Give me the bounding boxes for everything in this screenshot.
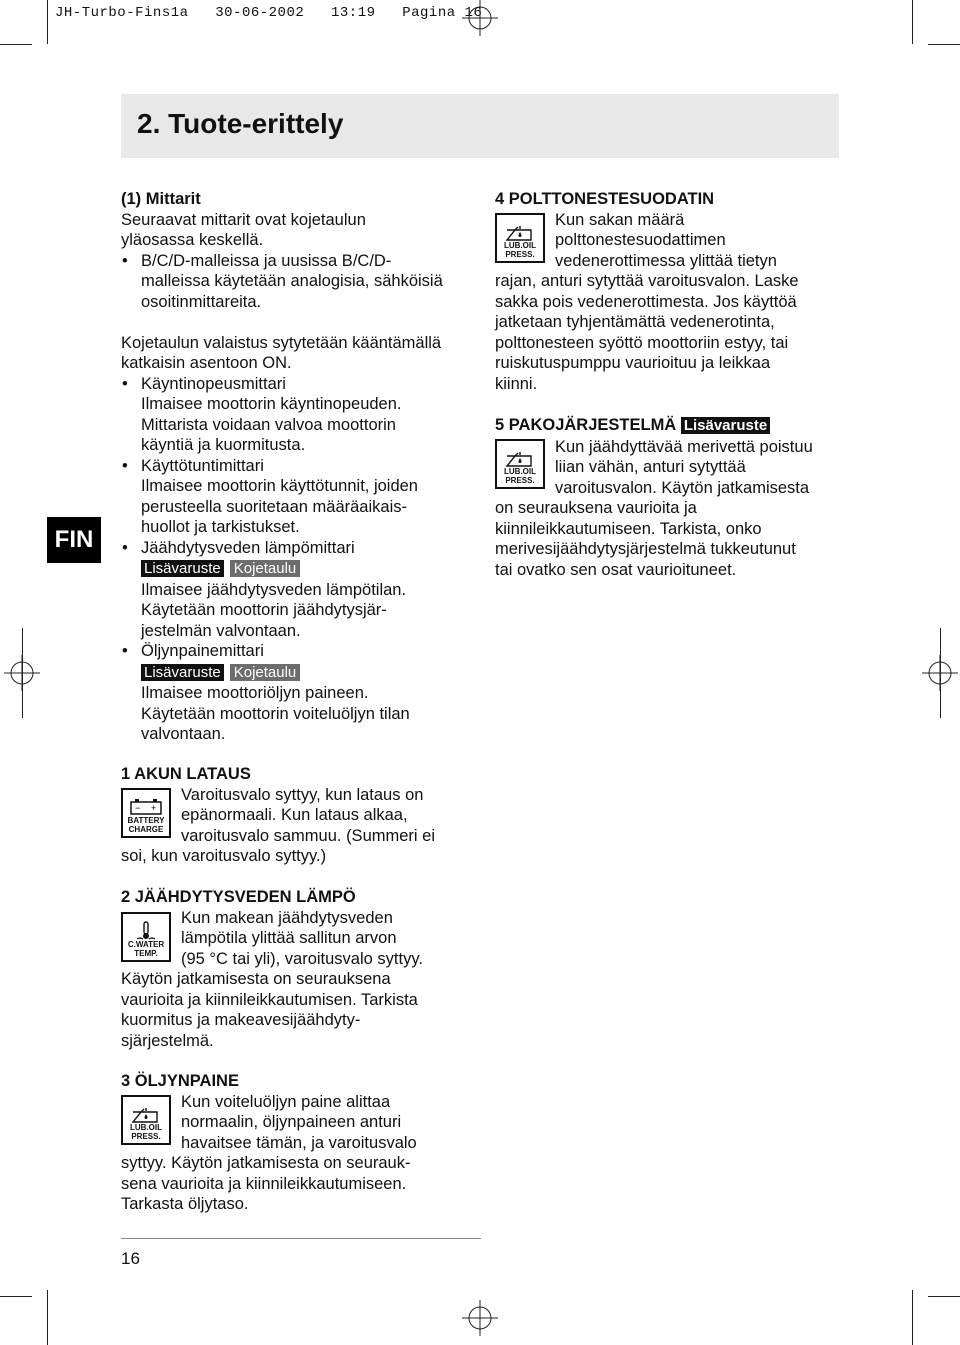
crop-mark — [0, 44, 32, 45]
text-line: syttyy. Käytön jatkamisesta on seurauk- — [121, 1154, 411, 1172]
crop-mark — [928, 1296, 960, 1297]
text-line: normaalin, öljynpaineen anturi — [181, 1113, 402, 1131]
registration-mark-icon — [462, 1300, 498, 1336]
registration-mark-icon — [4, 655, 40, 691]
text-line: Ilmaisee moottoriöljyn paineen. — [141, 684, 369, 702]
exhaust-section — [495, 415, 875, 580]
tag-row — [121, 558, 481, 580]
oil-can-icon — [129, 1106, 163, 1124]
print-slug — [55, 5, 482, 21]
coolant-temp-section — [121, 887, 481, 1051]
section-heading — [495, 415, 875, 437]
text-line: polttonestesuodattimen — [555, 231, 726, 249]
slug-pagina-label: Pagina — [402, 5, 456, 21]
exhaust-icon — [495, 439, 545, 489]
section-heading: 4 POLTTONESTESUODATIN — [495, 190, 715, 208]
text-line: Kojetaulun valaistus sytytetään kääntämällä — [121, 333, 442, 352]
text-line: Ilmaisee jäähdytysveden lämpötilan. — [141, 580, 407, 599]
text-line: vaurioita ja kiinnileikkautumisen. Tarkista — [121, 990, 418, 1009]
list-item: • Jäähdytysveden lämpömittari — [121, 538, 481, 559]
icon-label: PRESS. — [505, 475, 535, 485]
text-line: ruiskutuspumppu vaurioituu ja leikkaa — [495, 354, 771, 372]
optional-tag: Lisävaruste — [141, 560, 224, 577]
text-line: Mittarista voidaan valvoa moottorin — [141, 415, 396, 434]
oil-pressure-section — [121, 1071, 481, 1215]
text-line: sakka pois vedenerottimesta. Jos käyttöä — [495, 292, 797, 311]
fuel-filter-icon — [495, 213, 545, 263]
crop-mark — [928, 44, 960, 45]
text-line: varoitusvalo sammuu. (Summeri ei — [181, 826, 435, 845]
battery-icon — [129, 799, 163, 815]
icon-label: TEMP. — [134, 948, 158, 958]
text-line: liian vähän, anturi sytyttää — [555, 458, 746, 476]
text-line: Kun sakan määrä — [555, 210, 685, 229]
text-line: Seuraavat mittarit ovat kojetaulun — [121, 210, 366, 229]
text-line: epänormaali. Kun lataus alkaa, — [181, 806, 408, 824]
language-tab: FIN — [47, 517, 101, 563]
text-line: kiinni. — [495, 374, 538, 393]
text-line: havaitsee tämän, ja varoitusvalo — [181, 1133, 417, 1152]
text-line: Varoitusvalo syttyy, kun lataus on — [181, 785, 424, 804]
icon-label: PRESS. — [505, 249, 535, 259]
list-item: • Öljynpainemittari — [121, 641, 481, 662]
crop-mark — [47, 1290, 48, 1345]
text-line: soi, kun varoitusvalo syttyy.) — [121, 847, 327, 865]
thermometer-icon — [136, 921, 156, 941]
icon-label: LUB.OIL — [504, 241, 536, 250]
page-title: 2. Tuote-erittely — [137, 108, 344, 139]
text-line: osoitinmittareita. — [141, 292, 262, 311]
text-line: rajan, anturi sytyttää varoitusvalon. Laske — [495, 272, 799, 290]
text-line: huollot ja tarkistukset. — [141, 518, 300, 536]
meters-heading: (1) Mittarit — [121, 190, 201, 208]
text-line: Ilmaisee moottorin käyttötunnit, joiden — [141, 477, 418, 495]
text-line: sjärjestelmä. — [121, 1031, 214, 1050]
oil-can-icon — [503, 224, 537, 242]
meters-section — [121, 189, 481, 745]
list-item: • Käyttötuntimittari — [121, 456, 481, 477]
slug-file: JH-Turbo-Fins1a — [55, 5, 189, 21]
icon-label: LUB.OIL — [504, 467, 536, 476]
coolant-temp-icon — [121, 912, 171, 962]
panel-tag: Kojetaulu — [230, 560, 301, 577]
oil-can-icon — [503, 450, 537, 468]
crop-mark — [912, 0, 913, 44]
battery-minus: − — [135, 803, 141, 813]
battery-plus: + — [151, 803, 157, 813]
text-line: sena vaurioita ja kiinnileikkautumiseen. — [121, 1174, 407, 1193]
registration-mark-icon — [462, 0, 498, 36]
list-item: • B/C/D-malleissa ja uusissa B/C/D- — [121, 251, 481, 272]
footer-rule — [121, 1238, 481, 1239]
text-line: on seurauksena vaurioita ja — [495, 499, 697, 517]
text-line: malleissa käytetään analogisia, sähköisiä — [141, 272, 443, 290]
text-line: vedenerottimessa ylittää tietyn — [555, 251, 777, 270]
text-line: Ilmaisee moottorin käyntinopeuden. — [141, 395, 402, 413]
text-line: Kun makean jäähdytysveden — [181, 908, 393, 927]
page-number: 16 — [121, 1249, 140, 1268]
optional-tag: Lisävaruste — [141, 664, 224, 681]
slug-date: 30-06-2002 — [215, 5, 305, 21]
text-line: katkaisin asentoon ON. — [121, 354, 292, 372]
icon-label: PRESS. — [131, 1131, 161, 1141]
icon-label: C.WATER — [127, 940, 165, 949]
text-line: valvontaan. — [141, 725, 226, 743]
oil-pressure-icon — [121, 1095, 171, 1145]
fuel-filter-section — [495, 189, 855, 394]
text-line: lämpötila ylittää sallitun arvon — [181, 929, 397, 947]
text-line: merivesijäähdytysjärjestelmä tukkeutunut — [495, 540, 796, 558]
text-line: varoitusvalon. Käytön jatkamisesta — [555, 478, 810, 497]
text-line: kiinnileikkautumiseen. Tarkista, onko — [495, 519, 762, 538]
section-heading: 3 ÖLJYNPAINE — [121, 1072, 239, 1090]
text-line: polttonesteen syöttö moottoriin estyy, tai — [495, 333, 789, 352]
icon-label: LUB.OIL — [130, 1123, 162, 1132]
battery-charge-section — [121, 764, 481, 867]
icon-label: CHARGE — [128, 824, 164, 834]
text-line: Tarkasta öljytaso. — [121, 1195, 249, 1213]
text-line: kuormitus ja makeavesijäähdyty- — [121, 1011, 361, 1029]
text-line: jestelmän valvontaan. — [141, 621, 301, 640]
tag-row — [121, 662, 481, 684]
registration-mark-icon — [922, 655, 958, 691]
text-line: Kun jäähdyttävää merivettä poistuu — [555, 437, 813, 456]
slug-pagina-num: 16 — [464, 5, 483, 21]
text-line: tai ovatko sen osat vaurioituneet. — [495, 560, 737, 579]
slug-time: 13:19 — [330, 5, 376, 21]
section-heading-text: 5 PAKOJÄRJESTELMÄ — [495, 416, 677, 434]
icon-label: BATTERY — [127, 816, 165, 825]
crop-mark — [0, 1296, 32, 1297]
section-heading: 1 AKUN LATAUS — [121, 765, 251, 783]
text-line: Kun voiteluöljyn paine alittaa — [181, 1092, 391, 1111]
text-line: käyntiä ja kuormitusta. — [141, 436, 306, 454]
text-line: Käytetään moottorin voiteluöljyn tilan — [141, 704, 410, 723]
battery-charge-icon — [121, 788, 171, 838]
text-line: jatketaan tyhjentämättä vedenerotinta, — [495, 313, 775, 331]
text-line: Käytetään moottorin jäähdytysjär- — [141, 601, 387, 619]
text-line: Käytön jatkamisesta on seurauksena — [121, 970, 391, 988]
text-line: yläosassa keskellä. — [121, 231, 264, 249]
text-line: (95 °C tai yli), varoitusvalo syttyy. — [181, 949, 423, 968]
panel-tag: Kojetaulu — [230, 664, 301, 681]
optional-tag: Lisävaruste — [681, 417, 770, 434]
section-heading: 2 JÄÄHDYTYSVEDEN LÄMPÖ — [121, 888, 356, 906]
list-item: • Käyntinopeusmittari — [121, 374, 481, 395]
crop-mark — [47, 0, 48, 44]
crop-mark — [912, 1290, 913, 1345]
text-line: perusteella suoritetaan määräaikais- — [141, 497, 407, 516]
